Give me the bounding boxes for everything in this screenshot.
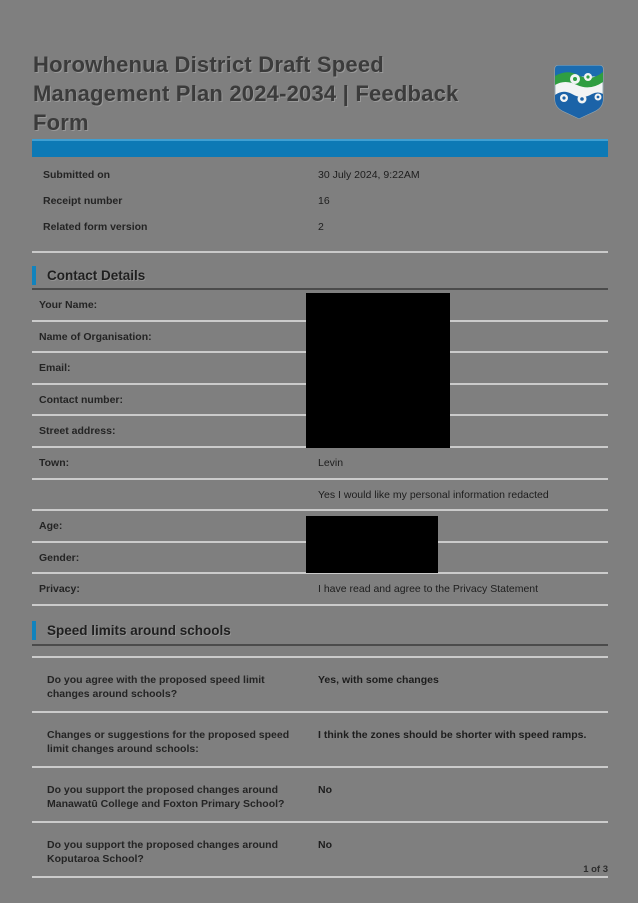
- meta-label: Related form version: [43, 221, 148, 233]
- field-label: Town:: [39, 456, 70, 469]
- meta-row: [32, 162, 608, 188]
- field-label: Email:: [39, 362, 71, 375]
- field-value: Levin: [318, 456, 344, 469]
- schools-qa-rows: [32, 656, 608, 878]
- qa-row: [32, 713, 608, 768]
- header-accent-bar: [32, 139, 608, 157]
- section-accent-bar: [32, 621, 36, 640]
- redaction-box: [306, 293, 450, 448]
- field-value: Yes I would like my personal information redacted: [318, 488, 549, 501]
- field-label: Contact number:: [39, 393, 123, 406]
- meta-value: 30 July 2024, 9:22AM: [318, 169, 420, 181]
- meta-label: Submitted on: [43, 169, 111, 181]
- meta-row: [32, 188, 608, 214]
- meta-value: 2: [318, 221, 324, 233]
- redaction-box: [306, 516, 438, 573]
- meta-row: [32, 214, 608, 240]
- field-label: Age:: [39, 520, 63, 533]
- qa-row: [32, 768, 608, 823]
- question-text: Do you support the proposed changes around Manawatū College and Foxton Primary School?: [47, 784, 285, 810]
- answer-text: No: [318, 839, 332, 851]
- form-row: [32, 574, 608, 606]
- question-text: Do you support the proposed changes around Koputaroa School?: [47, 839, 279, 865]
- answer-text: Yes, with some changes: [318, 674, 439, 686]
- question-text: Do you agree with the proposed speed limit changes around schools?: [47, 674, 265, 700]
- page-title: Horowhenua District Draft Speed Management Plan 2024-2034 | Feedback Form: [33, 52, 459, 135]
- form-row: [32, 448, 608, 480]
- answer-text: I think the zones should be shorter with speed ramps.: [318, 729, 587, 741]
- page-number: 1 of 3: [583, 864, 608, 875]
- field-label: Name of Organisation:: [39, 330, 152, 343]
- submission-meta: [32, 162, 608, 240]
- meta-label: Receipt number: [43, 195, 123, 207]
- section-accent-bar: [32, 266, 36, 285]
- field-label: Your Name:: [39, 299, 98, 311]
- field-label: Privacy:: [39, 583, 80, 596]
- council-crest-icon: [549, 62, 609, 122]
- field-label: Gender:: [39, 551, 80, 564]
- field-label: Street address:: [39, 425, 116, 438]
- schools-section-heading: Speed limits around schools: [47, 623, 231, 638]
- question-text: Changes or suggestions for the proposed speed limit changes around schools:: [47, 729, 290, 755]
- heading-underline: [32, 644, 608, 646]
- answer-text: No: [318, 784, 332, 796]
- qa-row: [32, 823, 608, 878]
- form-row: [32, 480, 608, 512]
- contact-rows: [32, 290, 608, 606]
- meta-value: 16: [318, 195, 330, 207]
- qa-row: [32, 658, 608, 713]
- section-divider: [32, 251, 608, 253]
- field-value: I have read and agree to the Privacy Statement: [318, 583, 539, 596]
- contact-section-heading: Contact Details: [47, 268, 146, 283]
